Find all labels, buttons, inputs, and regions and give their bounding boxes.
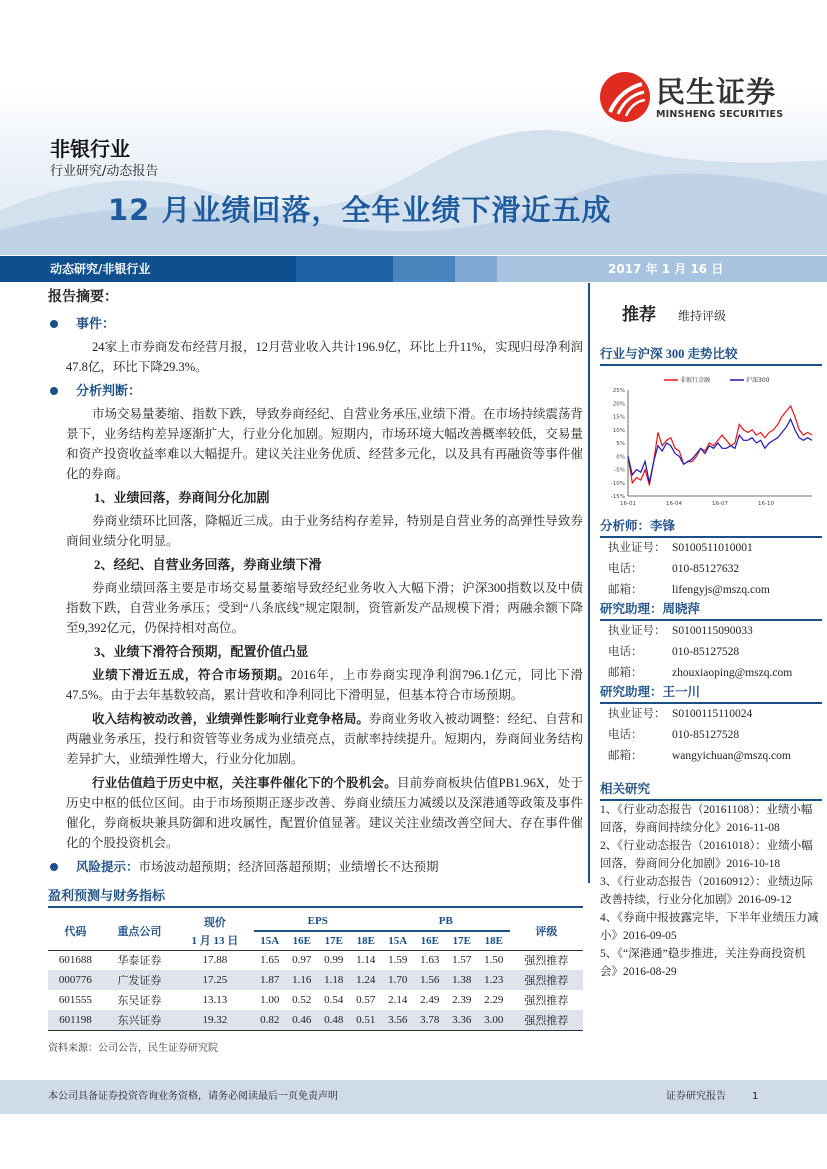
table-cell: 强烈推荐 bbox=[510, 970, 583, 990]
y-tick-label: 10% bbox=[612, 427, 625, 434]
table-cell: 0.46 bbox=[286, 1010, 318, 1030]
col-year: 17E bbox=[324, 934, 343, 947]
y-tick-label: 25% bbox=[612, 388, 625, 394]
y-tick-label: -10% bbox=[610, 480, 625, 487]
band-category: 动态研究/非银行业 bbox=[50, 262, 151, 276]
bullet-icon bbox=[50, 387, 58, 395]
table-cell: 601198 bbox=[48, 1010, 103, 1030]
industry-label: 非银行业 bbox=[50, 137, 130, 161]
col-year: 16E bbox=[292, 934, 311, 947]
page-number: 1 bbox=[752, 1091, 759, 1102]
y-tick-label: 0% bbox=[616, 454, 625, 461]
assistant2-phone: 010-85127528 bbox=[672, 729, 740, 741]
rating-box bbox=[600, 300, 822, 324]
table-cell: 1.59 bbox=[388, 954, 408, 967]
table-cell: 3.56 bbox=[382, 1010, 414, 1030]
x-tick-label: 16-04 bbox=[666, 501, 682, 507]
x-tick-label: 16-10 bbox=[758, 501, 774, 507]
paragraph-3-body: 目前券商板块估值PB1.96X，处于历史中枢的低位区间。由于市场预期正逐步改善、券商业绩压力减缓以及深港通等政策及事件催化，券商板块兼具防御和进攻属性，配置价值显著。建议关注业绩改善空间大、存在事件催化的个股投资机会。 bbox=[66, 776, 583, 850]
paragraph-3-lead: 行业估值趋于历史中枢，关注事件催化下的个股机会。 bbox=[92, 776, 397, 790]
y-tick-label: -5% bbox=[614, 467, 625, 474]
x-tick-label: 16-01 bbox=[620, 501, 636, 507]
table-cell: 0.99 bbox=[324, 954, 344, 967]
event-text: 24家上市券商发布经营月报，12月营业收入共计196.9亿，环比上升11%，实现归母净利润47.8亿，环比下降29.3%。 bbox=[66, 340, 583, 374]
table-cell: 0.82 bbox=[254, 1010, 286, 1030]
analyst-license: S0100511010001 bbox=[672, 542, 753, 554]
table-cell: 1.24 bbox=[350, 970, 382, 990]
column-divider bbox=[588, 283, 590, 883]
report-summary bbox=[48, 288, 583, 877]
table-cell: 19.32 bbox=[176, 1010, 254, 1030]
y-tick-label: 15% bbox=[612, 414, 625, 421]
table-row bbox=[48, 990, 583, 1010]
col-company: 重点公司 bbox=[117, 925, 162, 938]
related-title: 相关研究 bbox=[600, 781, 822, 801]
table-cell: 3.36 bbox=[446, 1010, 478, 1030]
paragraph-2-lead: 收入结构被动改善，业绩弹性影响行业竞争格局。 bbox=[92, 712, 370, 726]
table-row bbox=[48, 1010, 583, 1030]
table-cell: 0.48 bbox=[318, 1010, 350, 1030]
section-2-title: 2、经纪、自营业务回落，券商业绩下滑 bbox=[94, 557, 322, 572]
trend-chart bbox=[600, 366, 822, 512]
table-cell: 1.18 bbox=[318, 970, 350, 990]
logo-emblem-icon bbox=[600, 72, 650, 122]
col-price-date: 1 月 13 日 bbox=[191, 935, 239, 948]
table-cell: 1.50 bbox=[484, 954, 504, 967]
paragraph-1-body: 2016年，上市券商实现净利润796.1亿元，同比下滑47.5%。由于去年基数较高，累计营收和净利同比下滑明显，但基本符合市场预期。 bbox=[66, 668, 583, 702]
table-cell: 1.16 bbox=[286, 970, 318, 990]
table-cell: 0.51 bbox=[350, 1010, 382, 1030]
chart-section bbox=[600, 346, 822, 512]
col-price: 现价 bbox=[203, 916, 226, 929]
col-year: 15A bbox=[388, 934, 408, 947]
analyst-title: 分析师：李锋 bbox=[600, 518, 822, 538]
legend-label: 非银行金融 bbox=[680, 377, 711, 384]
email-label: 邮箱： bbox=[608, 667, 643, 679]
table-cell: 东兴证券 bbox=[103, 1010, 176, 1030]
related-item[interactable]: 3、《行业动态报告（20160912）：业绩边际改善持续，行业分化加剧》2016-09-12 bbox=[600, 876, 813, 906]
table-cell: 1.63 bbox=[420, 954, 440, 967]
report-type: 行业研究/动态报告 bbox=[50, 164, 159, 179]
table-row bbox=[48, 970, 583, 990]
col-pb: PB bbox=[382, 912, 510, 931]
table-cell: 000776 bbox=[48, 970, 103, 990]
table-cell: 1.00 bbox=[260, 994, 280, 1006]
brand-cn: 民生证券 bbox=[656, 74, 777, 109]
assistant2-title: 研究助理：王一川 bbox=[600, 684, 822, 704]
x-tick-label: 16-07 bbox=[712, 501, 728, 507]
right-column bbox=[600, 300, 822, 981]
table-cell: 601555 bbox=[58, 994, 92, 1006]
table-cell: 17.88 bbox=[202, 954, 228, 967]
summary-heading: 报告摘要： bbox=[48, 290, 118, 305]
col-year: 17E bbox=[452, 934, 471, 947]
footer-label: 证券研究报告 bbox=[666, 1091, 726, 1102]
paragraph-2-body: 券商业务收入被动调整：经纪、自营和两融业务承压，投行和资管等业务成为业绩亮点，贡献率持续提升。短期内，券商间业务结构差异扩大，业绩弹性增大，行业分化加剧。 bbox=[66, 712, 583, 766]
col-year: 18E bbox=[356, 934, 375, 947]
paragraph-3 bbox=[48, 773, 583, 853]
section-1-text: 券商业绩环比回落，降幅近三成。由于业务结构存差异，特别是自营业务的高弹性导致券商间业绩分化明显。 bbox=[66, 514, 583, 548]
table-title: 盈利预测与财务指标 bbox=[48, 885, 583, 908]
analyst-phone: 010-85127632 bbox=[672, 563, 740, 575]
rating: 推荐 bbox=[622, 305, 656, 324]
minsheng-logo bbox=[600, 72, 783, 122]
related-item[interactable]: 5、《“深港通”稳步推进，关注券商投资机会》2016-08-29 bbox=[600, 948, 806, 978]
related-research bbox=[600, 781, 822, 981]
table-cell: 1.70 bbox=[382, 970, 414, 990]
paragraph-2 bbox=[48, 709, 583, 769]
assistant1-phone: 010-85127528 bbox=[672, 646, 740, 658]
table-cell: 强烈推荐 bbox=[524, 995, 569, 1007]
event-label: 事件： bbox=[76, 316, 116, 331]
legend-label: 沪深300 bbox=[746, 377, 770, 384]
table-cell: 0.57 bbox=[356, 994, 376, 1006]
brand-en: MINSHENG SECURITIES bbox=[656, 108, 784, 120]
chart-title: 行业与沪深 300 走势比较 bbox=[600, 346, 822, 366]
table-cell: 1.56 bbox=[414, 970, 446, 990]
table-cell: 1.23 bbox=[478, 970, 510, 990]
col-eps: EPS bbox=[254, 912, 382, 931]
table-cell: 华泰证券 bbox=[117, 955, 162, 968]
rating-note: 维持评级 bbox=[678, 309, 727, 323]
left-column bbox=[48, 288, 583, 1077]
disclaimer: 本公司具备证券投资咨询业务资格，请务必阅读最后一页免责声明 bbox=[48, 1091, 338, 1102]
footer bbox=[0, 1080, 827, 1114]
col-code: 代码 bbox=[64, 925, 87, 938]
table-cell: 2.39 bbox=[452, 994, 472, 1006]
table-cell: 2.14 bbox=[388, 994, 408, 1006]
assistant2-license: S0100115110024 bbox=[672, 708, 753, 720]
assistant1-title: 研究助理：周晓萍 bbox=[600, 601, 822, 621]
analysis-heading bbox=[48, 381, 583, 401]
phone-label: 电话： bbox=[608, 563, 643, 575]
assistant1-email[interactable]: zhouxiaoping@mszq.com bbox=[672, 667, 793, 679]
section-1-title: 1、业绩回落，券商间分化加剧 bbox=[94, 490, 270, 505]
table-cell: 东吴证券 bbox=[117, 995, 162, 1007]
table-row bbox=[48, 950, 583, 970]
table-cell: 强烈推荐 bbox=[524, 955, 569, 968]
page-title: 12 月业绩回落，全年业绩下滑近五成 bbox=[108, 193, 612, 227]
table-cell: 0.54 bbox=[324, 994, 344, 1006]
risk-warning bbox=[48, 857, 583, 877]
paragraph-1 bbox=[48, 665, 583, 705]
table-cell: 17.25 bbox=[176, 970, 254, 990]
risk-text: 市场波动超预期；经济回落超预期；业绩增长不达预期 bbox=[138, 860, 439, 874]
forecast-table bbox=[48, 912, 583, 1031]
section-2-text: 券商业绩回落主要是市场交易量萎缩导致经纪业务收入大幅下滑；沪深300指数以及中债指数下跌，自营业务承压；受到“八条底线”规定限制，资管新发产品规模下滑；两融余额下降至9,392亿元，仍保持相对高位。 bbox=[66, 581, 583, 635]
email-label: 邮箱： bbox=[608, 750, 643, 762]
table-cell: 0.52 bbox=[292, 994, 312, 1006]
phone-label: 电话： bbox=[608, 729, 643, 741]
paragraph-1-lead: 业绩下滑近五成，符合市场预期。 bbox=[92, 668, 291, 682]
table-cell: 1.65 bbox=[260, 954, 280, 967]
table-cell: 3.78 bbox=[414, 1010, 446, 1030]
license-label: 执业证号： bbox=[608, 708, 666, 720]
analysis-label: 分析判断： bbox=[76, 383, 142, 398]
bullet-icon bbox=[50, 863, 58, 871]
table-cell: 3.00 bbox=[478, 1010, 510, 1030]
table-cell: 强烈推荐 bbox=[510, 1010, 583, 1030]
assistant2-email[interactable]: wangyichuan@mszq.com bbox=[672, 750, 791, 762]
table-cell: 1.57 bbox=[452, 954, 472, 967]
analyst-email[interactable]: lifengyjs@mszq.com bbox=[672, 584, 770, 596]
related-item[interactable]: 4、《券商中报披露完毕，下半年业绩压力减小》2016-09-05 bbox=[600, 912, 819, 942]
y-tick-label: -15% bbox=[610, 494, 625, 500]
report-date: 2017 年 1 月 16 日 bbox=[608, 262, 724, 276]
header-band bbox=[0, 256, 827, 282]
risk-label: 风险提示： bbox=[76, 860, 139, 874]
email-label: 邮箱： bbox=[608, 584, 643, 596]
col-rating: 评级 bbox=[535, 925, 558, 938]
license-label: 执业证号： bbox=[608, 542, 666, 554]
table-cell: 0.97 bbox=[292, 954, 312, 967]
col-year: 18E bbox=[484, 934, 503, 947]
section-3-title: 3、业绩下滑符合预期，配置价值凸显 bbox=[94, 644, 309, 659]
col-year: 15A bbox=[260, 934, 280, 947]
related-item[interactable]: 1、《行业动态报告（20161108）：业绩小幅回落，券商间持续分化》2016-11-08 bbox=[600, 804, 813, 834]
col-year: 16E bbox=[420, 934, 439, 947]
table-cell: 1.14 bbox=[356, 954, 376, 967]
event-heading bbox=[48, 314, 583, 334]
table-cell: 广发证券 bbox=[103, 970, 176, 990]
analyst-section bbox=[600, 518, 822, 767]
y-tick-label: 5% bbox=[616, 441, 625, 447]
table-cell: 13.13 bbox=[202, 994, 228, 1006]
phone-label: 电话： bbox=[608, 646, 643, 658]
table-cell: 2.29 bbox=[484, 994, 504, 1006]
bullet-icon bbox=[50, 320, 58, 328]
license-label: 执业证号： bbox=[608, 625, 666, 637]
table-cell: 2.49 bbox=[420, 994, 440, 1006]
y-tick-label: 20% bbox=[612, 401, 625, 408]
table-cell: 1.38 bbox=[446, 970, 478, 990]
related-item[interactable]: 2、《行业动态报告（20161018）：业绩小幅回落，券商间分化加剧》2016-10-18 bbox=[600, 840, 813, 870]
table-cell: 601688 bbox=[58, 954, 92, 967]
assistant1-license: S0100115090033 bbox=[672, 625, 753, 637]
table-cell: 1.87 bbox=[254, 970, 286, 990]
analysis-text: 市场交易量萎缩、指数下跌，导致券商经纪、自营业务承压,业绩下滑。在市场持续震荡背景下，业务结构差异逐渐扩大，行业分化加剧。短期内，市场环境大幅改善概率较低，交易量和资产投资收益率难以大幅提升。建议关注业务优质、经营多元化，以及具有再融资等事件催化的券商。 bbox=[66, 407, 583, 481]
table-source: 资料来源：公司公告，民生证券研究院 bbox=[48, 1042, 218, 1054]
